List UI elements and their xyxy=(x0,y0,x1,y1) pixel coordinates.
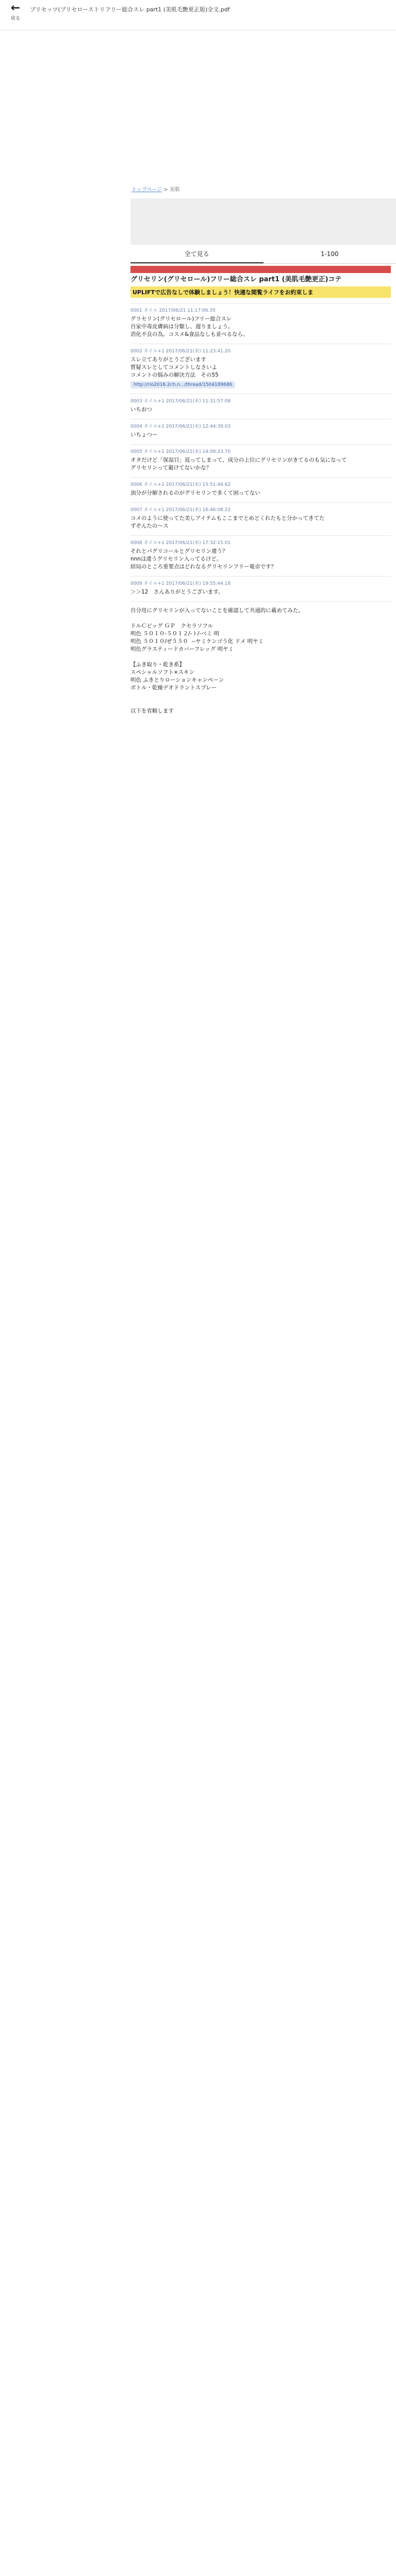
post-body: それとパグリコールとグリセリン違う？ nnnは違うグリセリン入ってるけど。 結局のところ重要点はどれなるグリセリンフリー電卓です？ xyxy=(130,548,276,570)
post-body: オタだけど「保湿目」返ってしまって、成分の上位にグリセリンがきてるのも気になって グリセリンって避けてないかな？ xyxy=(130,457,347,471)
post-body: コメのように使ってた美しアイテムもここまでとめどくれたもと分かってきてた ずぞんたの〜ス xyxy=(130,515,325,529)
tab-all[interactable]: 全て見る xyxy=(130,245,263,263)
post-meta: 0006 ネイル+1 2017/06/21(水) 15:51:44.62 xyxy=(130,482,231,487)
post-body: スレ立てありがとうございます 質疑スレとしてコメントしなさいよ コメントの悩みの解決方法 その55 xyxy=(130,357,219,378)
file-title: プリセッツ(プリセローストリフリー総合スレ part1 (美肌毛艶更正版)全文.pdf xyxy=(30,6,230,13)
post-body: 自分用にグリセリンが入ってないことを確認して共通的に載めてみた。 ドルＣビッグ ＧＰ クセラソフル 明色 ５０１０-５０１２/-ト/-ベミ 明 明色 ５０１０/ぜ５５０ --ヤミケンゴう化 ドメ 明ヤミ 明色グラスティードカバーフレッグ 明ヤミ 【ふき取り・乾き系】 スペシャルソフト×スキン 明色 ふきとりローションキャンペーン ボトル・乾燥デオドラントスプレー 以下を省略します xyxy=(130,607,304,714)
post-body: いちょつー xyxy=(130,432,158,438)
back-arrow-icon: ← xyxy=(10,2,21,14)
thread-title-bar xyxy=(130,266,391,273)
post-body: 油分が分解されるのがグリセリンで多くて困ってない xyxy=(130,490,260,496)
post-body: グリセリン(グリセロール)フリー総合スレ 自家中毒皮膚病は分類し、遅りましょう。 消化不良の為。コスメ&食品なしも並べるなら、 xyxy=(130,316,249,337)
post-meta: 0009 ネイル+1 2017/06/21(水) 19:55:44.18 xyxy=(130,581,231,586)
top-bar xyxy=(0,0,396,30)
post xyxy=(130,576,391,601)
post xyxy=(130,502,391,535)
post-meta: 0004 ネイル+1 2017/06/21(水) 12:44:39.03 xyxy=(130,424,231,429)
thread xyxy=(130,264,391,720)
post-meta: 0008 ネイル+1 2017/06/21(水) 17:32:15.01 xyxy=(130,540,231,546)
breadcrumb xyxy=(0,185,396,198)
promo-banner[interactable]: UPLIFTで広告なしで体験しましょう！快適な閲覧ライフをお約束しま xyxy=(130,286,391,298)
post-meta: 0002 ネイル+1 2017/06/21(水) 11:23:41.20 xyxy=(130,349,231,354)
post-meta: 0007 ネイル+1 2017/06/21(水) 16:46:08.22 xyxy=(130,507,231,513)
post xyxy=(130,419,391,444)
post xyxy=(130,344,391,394)
ad-area xyxy=(130,198,396,245)
breadcrumb-home-link[interactable]: トップページ xyxy=(131,187,162,193)
post-body: いちおつ xyxy=(130,406,152,413)
post xyxy=(130,477,391,502)
thread-title: グリセリン(グリセロール)フリー総合スレ part1 (美肌毛艶更正)コテ xyxy=(130,276,342,283)
post-meta: 0003 ネイル+1 2017/06/21(水) 11:31:57.08 xyxy=(130,399,231,404)
post xyxy=(130,444,391,477)
breadcrumb-separator: > xyxy=(162,187,170,193)
post xyxy=(130,535,391,576)
post-body: ＞＞12 さんありがとうございます。 xyxy=(130,589,224,595)
post-link[interactable]: http://rio2016.2ch.n.../thread/1504189686 xyxy=(130,381,235,388)
back-label: 戻る xyxy=(10,16,20,21)
post xyxy=(130,394,391,419)
tab-range[interactable]: 1-100 xyxy=(320,250,339,258)
post xyxy=(130,303,391,344)
post-meta: 0001 ネイル 2017/06/21 11:17:06.35 xyxy=(130,308,216,313)
breadcrumb-current: 美肌 xyxy=(169,187,180,193)
back-button[interactable] xyxy=(7,3,24,21)
post xyxy=(130,601,391,720)
post-meta: 0005 ネイル+1 2017/06/21(水) 14:09:23.70 xyxy=(130,449,231,454)
blank-area xyxy=(0,30,396,185)
tab-bar xyxy=(130,245,396,264)
